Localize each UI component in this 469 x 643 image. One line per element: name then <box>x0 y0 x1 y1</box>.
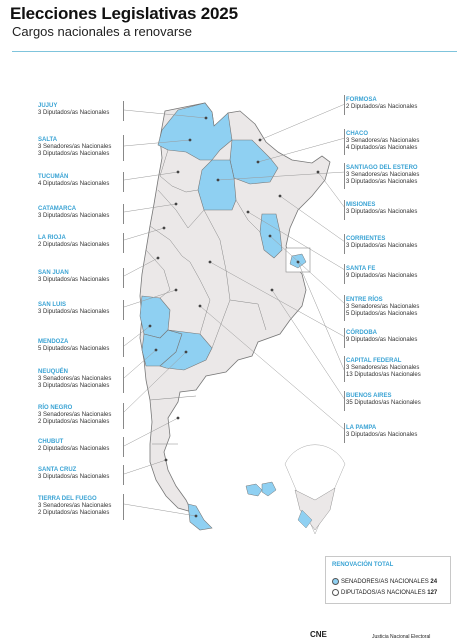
province-seats: 3 Diputados/as Nacionales <box>346 243 418 249</box>
label-rio-negro <box>38 405 124 426</box>
province-seats: 9 Diputados/as Nacionales <box>346 273 418 279</box>
label-buenos-aires <box>346 393 446 407</box>
province-seats: 2 Diputados/as Nacionales <box>38 419 110 425</box>
label-mendoza <box>38 339 124 353</box>
province-name: MENDOZA <box>38 339 69 345</box>
label-san-luis <box>38 302 124 316</box>
label-bar <box>344 423 345 443</box>
page-title: Elecciones Legislativas 2025 <box>10 4 238 23</box>
province-name: LA PAMPA <box>346 425 377 431</box>
province-name: SAN JUAN <box>38 270 69 276</box>
province-name: CHACO <box>346 131 368 137</box>
province-seats: 3 Diputados/as Nacionales <box>38 474 110 480</box>
province-name: ENTRE RÍOS <box>346 297 383 303</box>
province-name: CÓRDOBA <box>346 330 377 336</box>
label-salta <box>38 137 124 158</box>
province-seats: 3 Senadores/as Nacionales <box>38 412 112 418</box>
label-bar <box>344 129 345 155</box>
province-name: SANTA FE <box>346 266 376 272</box>
senators-swatch-icon <box>332 578 339 585</box>
label-chubut <box>38 439 124 453</box>
province-seats: 3 Senadores/as Nacionales <box>346 304 420 310</box>
province-tierra-del-fuego <box>188 504 212 530</box>
legend-deputies-row <box>332 589 437 596</box>
province-seats: 13 Diputados/as Nacionales <box>346 372 421 378</box>
legend-senators-total: 24 <box>430 579 438 586</box>
label-bar <box>344 356 345 382</box>
province-seats: 3 Senadores/as Nacionales <box>38 503 112 509</box>
label-bar <box>344 264 345 284</box>
label-santiago-del-estero <box>346 165 446 186</box>
province-name: CAPITAL FEDERAL <box>346 358 402 364</box>
province-seats: 3 Diputados/as Nacionales <box>38 213 110 219</box>
label-chaco <box>346 131 446 152</box>
malvinas-east <box>246 484 262 496</box>
province-seats: 4 Diputados/as Nacionales <box>38 181 110 187</box>
province-name: SANTA CRUZ <box>38 467 77 473</box>
label-corrientes <box>346 236 446 250</box>
province-seats: 3 Diputados/as Nacionales <box>38 383 110 389</box>
label-bar <box>344 95 345 115</box>
province-name: SALTA <box>38 137 58 143</box>
province-seats: 3 Diputados/as Nacionales <box>346 209 418 215</box>
label-catamarca <box>38 206 124 220</box>
malvinas-west <box>262 482 276 496</box>
legend-title: RENOVACIÓN TOTAL <box>332 562 394 568</box>
province-name: JUJUY <box>38 103 58 109</box>
province-name: CATAMARCA <box>38 206 77 212</box>
province-name: CHUBUT <box>38 439 64 445</box>
province-seats: 4 Diputados/as Nacionales <box>346 145 418 151</box>
label-misiones <box>346 202 446 216</box>
label-la-pampa <box>346 425 446 439</box>
province-seats: 3 Senadores/as Nacionales <box>38 144 112 150</box>
province-name: MISIONES <box>346 202 376 208</box>
label-capital-federal <box>346 358 446 379</box>
province-name: CORRIENTES <box>346 236 386 242</box>
province-seats: 3 Senadores/as Nacionales <box>346 172 420 178</box>
legend-deputies-total: 127 <box>427 590 438 597</box>
province-seats: 35 Diputados/as Nacionales <box>346 400 421 406</box>
province-name: TUCUMÁN <box>38 174 69 180</box>
province-seats: 2 Diputados/as Nacionales <box>346 104 418 110</box>
label-jujuy <box>38 103 124 117</box>
province-name: BUENOS AIRES <box>346 393 392 399</box>
province-seats: 3 Diputados/as Nacionales <box>346 432 418 438</box>
province-name: SANTIAGO DEL ESTERO <box>346 165 418 171</box>
legend-senators-label: SENADORES/AS NACIONALES <box>341 579 429 586</box>
legend-deputies-label: DIPUTADOS/AS NACIONALES <box>341 590 426 597</box>
label-neuquen <box>38 369 124 390</box>
label-santa-cruz <box>38 467 124 481</box>
province-seats: 2 Diputados/as Nacionales <box>38 446 110 452</box>
legend-box <box>325 556 451 604</box>
province-seats: 3 Senadores/as Nacionales <box>38 376 112 382</box>
province-name: FORMOSA <box>346 97 377 103</box>
label-tierra-del-fuego <box>38 496 124 517</box>
label-tucuman <box>38 174 124 188</box>
province-name: LA RIOJA <box>38 235 66 241</box>
province-seats: 3 Senadores/as Nacionales <box>346 138 420 144</box>
province-name: SAN LUIS <box>38 302 67 308</box>
province-seats: 3 Diputados/as Nacionales <box>38 309 110 315</box>
province-seats: 2 Diputados/as Nacionales <box>38 510 110 516</box>
label-formosa <box>346 97 446 111</box>
deputies-swatch-icon <box>332 589 339 596</box>
label-bar <box>344 163 345 189</box>
label-santa-fe <box>346 266 446 280</box>
province-seats: 3 Diputados/as Nacionales <box>38 151 110 157</box>
province-seats: 3 Diputados/as Nacionales <box>346 179 418 185</box>
province-seats: 3 Senadores/as Nacionales <box>346 365 420 371</box>
label-bar <box>344 200 345 220</box>
label-bar <box>344 234 345 254</box>
province-seats: 5 Diputados/as Nacionales <box>38 346 110 352</box>
province-seats: 3 Diputados/as Nacionales <box>38 110 110 116</box>
province-name: RÍO NEGRO <box>38 405 73 411</box>
label-cordoba <box>346 330 446 344</box>
page-subtitle: Cargos nacionales a renovarse <box>12 24 192 39</box>
label-la-rioja <box>38 235 124 249</box>
cne-logo: CNE <box>310 630 327 639</box>
label-bar <box>344 391 345 411</box>
province-name: TIERRA DEL FUEGO <box>38 496 97 502</box>
province-name: NEUQUÉN <box>38 369 69 375</box>
province-seats: 5 Diputados/as Nacionales <box>346 311 418 317</box>
province-seats: 9 Diputados/as Nacionales <box>346 337 418 343</box>
legend-senators-row <box>332 578 437 585</box>
province-seats: 3 Diputados/as Nacionales <box>38 277 110 283</box>
province-seats: 2 Diputados/as Nacionales <box>38 242 110 248</box>
label-bar <box>344 295 345 321</box>
label-san-juan <box>38 270 124 284</box>
justicia-electoral-logo: Justicia Nacional Electoral <box>372 634 431 640</box>
label-entre-rios <box>346 297 446 318</box>
label-bar <box>344 328 345 348</box>
